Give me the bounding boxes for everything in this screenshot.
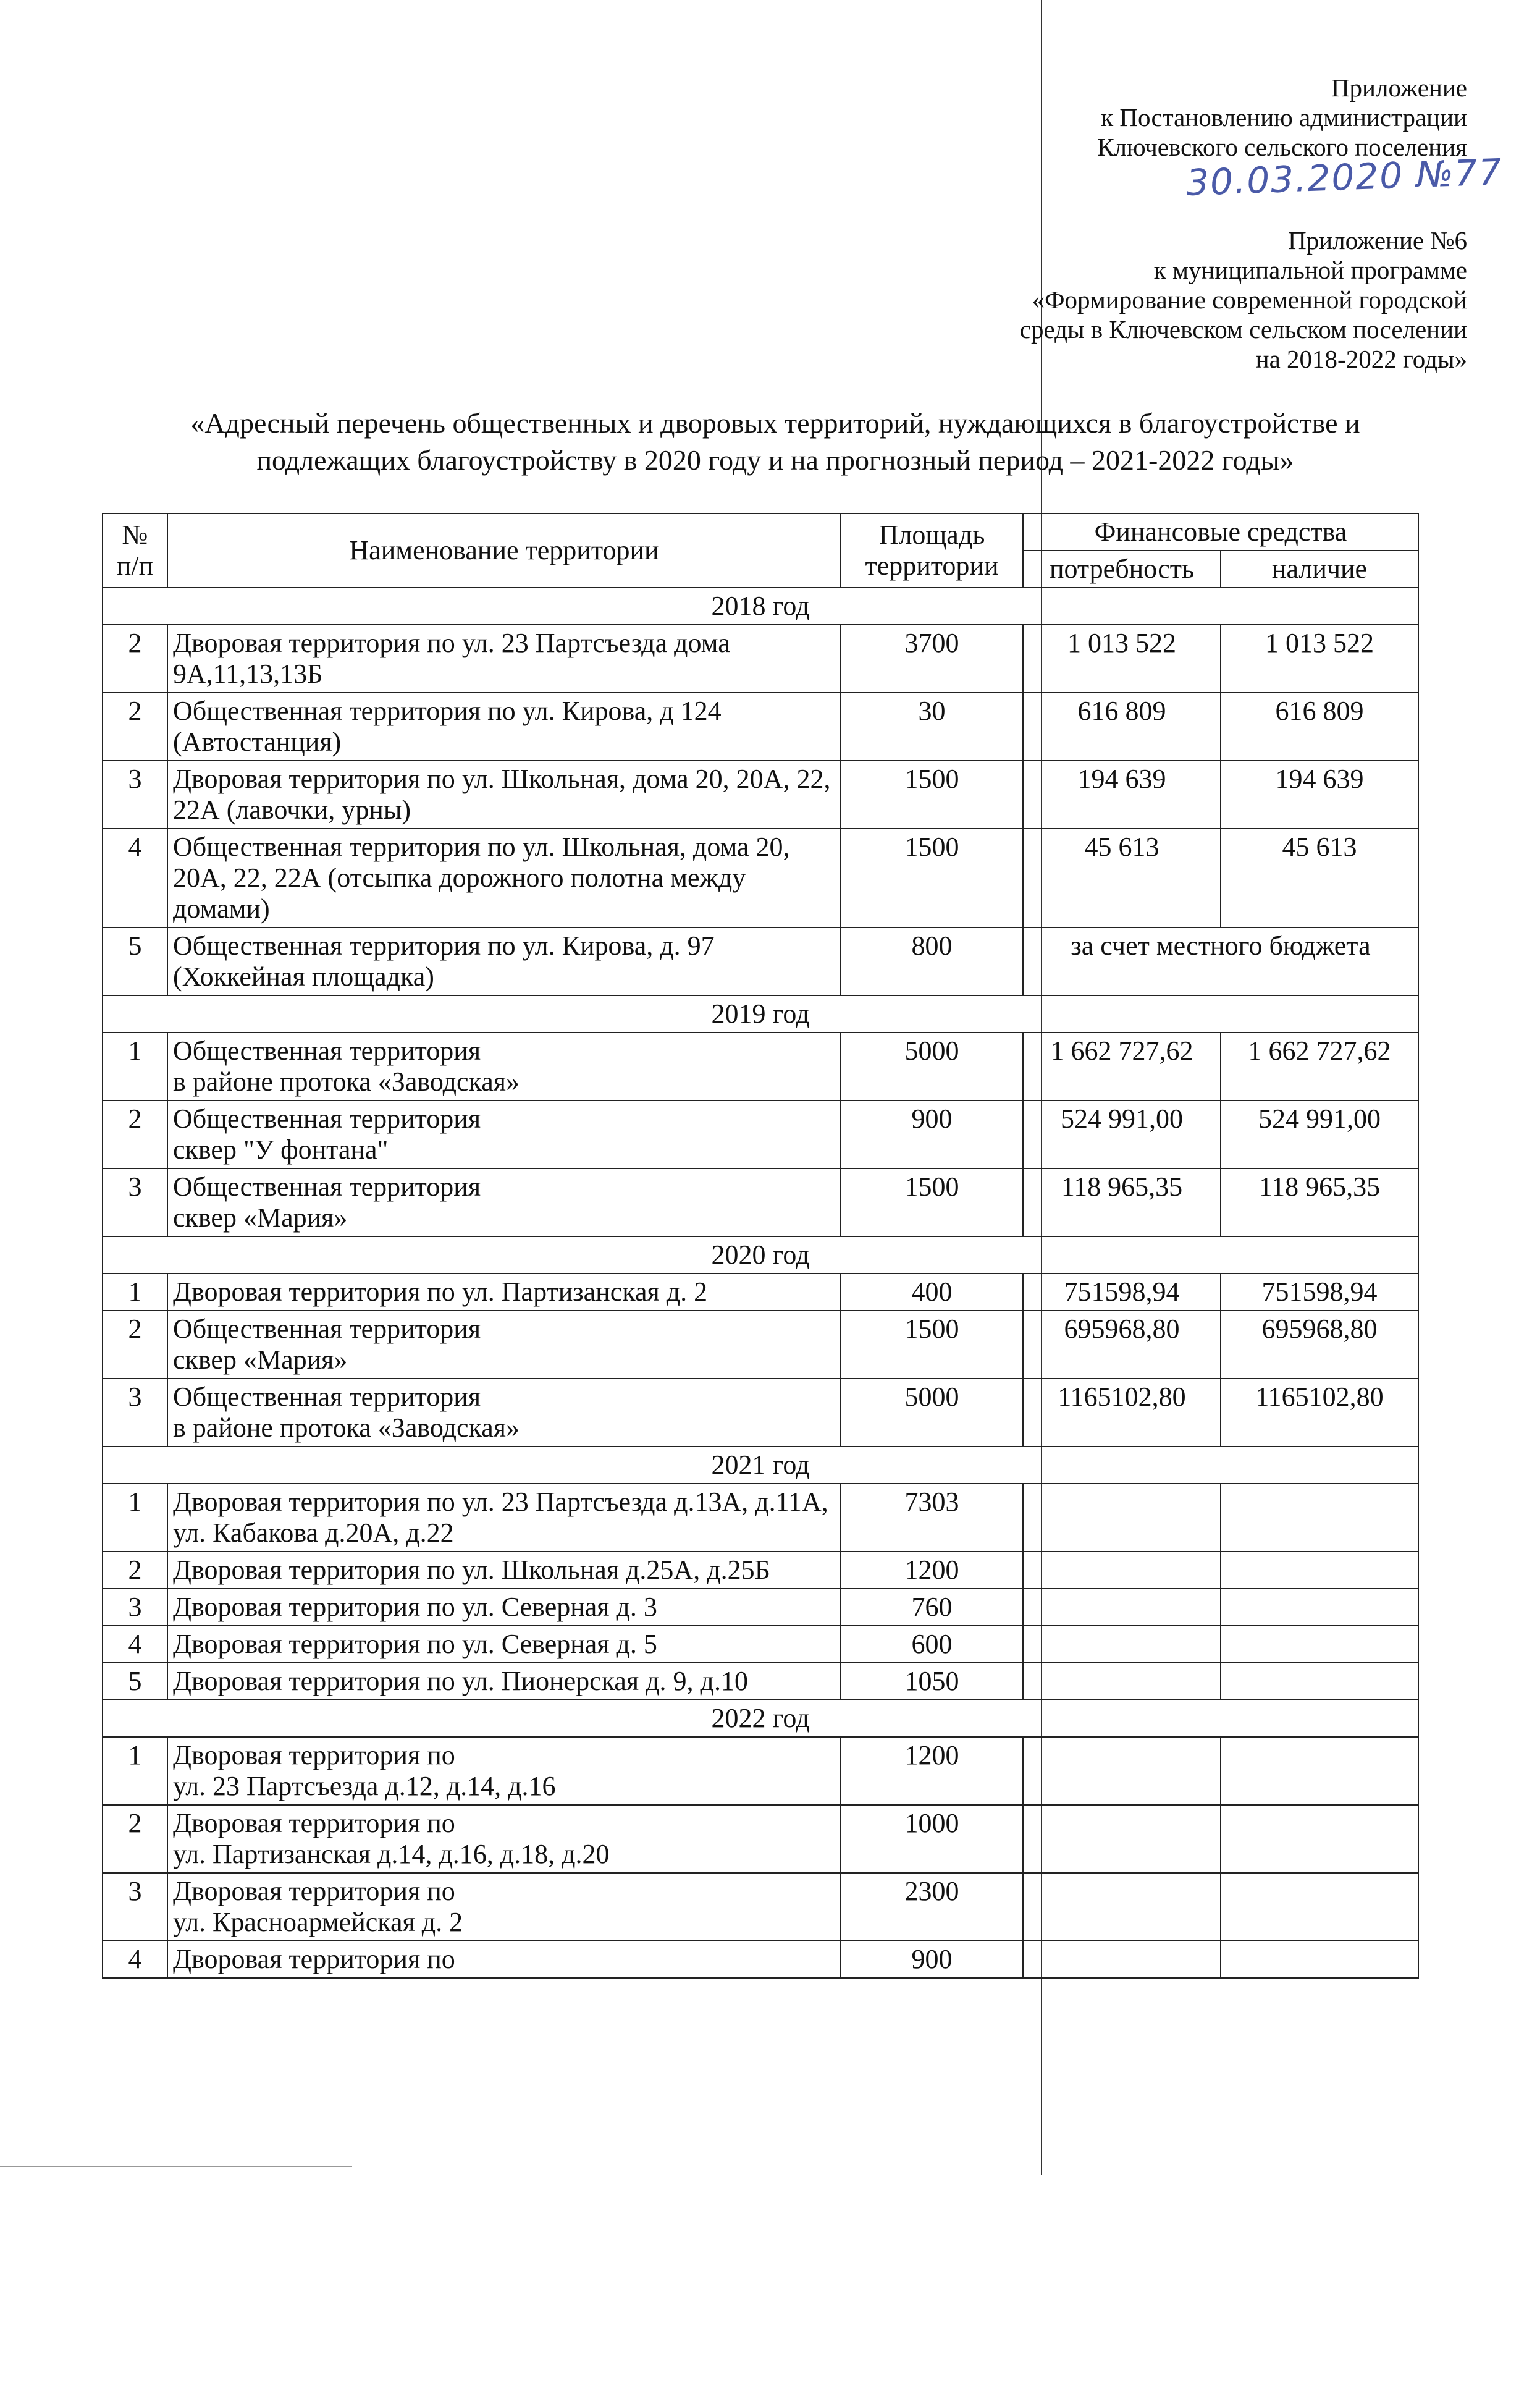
- cell-need: 616 809: [1023, 693, 1221, 761]
- cell-num: 3: [103, 761, 167, 829]
- appendix6-line: на 2018-2022 годы»: [1255, 345, 1467, 373]
- table-header-row: [103, 513, 1418, 551]
- cell-need: [1023, 1626, 1221, 1663]
- cell-need: [1023, 1941, 1221, 1978]
- cell-name: [167, 1805, 841, 1873]
- cell-name-line: Общественная территория: [173, 1036, 481, 1066]
- cell-name-line: Дворовая территория по: [173, 1740, 455, 1770]
- cell-area: 1500: [841, 1311, 1023, 1379]
- cell-need: 45 613: [1023, 829, 1221, 927]
- cell-name-line: Дворовая территория по ул. Партизанская д. 2: [173, 1277, 708, 1307]
- cell-name: Дворовая территория по ул. 23 Партсъезда дома 9А,11,13,13Б: [167, 625, 841, 693]
- table-row: [103, 927, 1418, 995]
- table-row: [103, 1737, 1418, 1805]
- cell-num: 4: [103, 1941, 167, 1978]
- cell-num: 4: [103, 1626, 167, 1663]
- header-have: наличие: [1221, 551, 1418, 588]
- cell-num: 1: [103, 1033, 167, 1100]
- cell-num: 3: [103, 1379, 167, 1447]
- cell-num: 2: [103, 1311, 167, 1379]
- cell-area: 1200: [841, 1552, 1023, 1589]
- cell-name: Дворовая территория по ул. Школьная, дома 20, 20А, 22, 22А (лавочки, урны): [167, 761, 841, 829]
- cell-need: [1023, 1552, 1221, 1589]
- table-row: [103, 761, 1418, 829]
- cell-name-line: Дворовая территория по: [173, 1876, 455, 1906]
- cell-area: 1500: [841, 829, 1023, 927]
- cell-have: [1221, 1663, 1418, 1700]
- cell-have: 194 639: [1221, 761, 1418, 829]
- table-row: [103, 1626, 1418, 1663]
- year-label: 2022 год: [103, 1700, 1418, 1737]
- cell-num: 3: [103, 1168, 167, 1236]
- cell-name-line: в районе протока «Заводская»: [173, 1067, 520, 1097]
- header-name: Наименование территории: [167, 513, 841, 588]
- cell-have: [1221, 1941, 1418, 1978]
- cell-name-line: ул. 23 Партсъезда д.12, д.14, д.16: [173, 1771, 556, 1801]
- header-finance: Финансовые средства: [1023, 513, 1418, 551]
- cell-area: 2300: [841, 1873, 1023, 1941]
- cell-have: 45 613: [1221, 829, 1418, 927]
- appendix-line: Приложение: [1331, 74, 1467, 102]
- year-row: [103, 588, 1418, 625]
- table-row: [103, 1484, 1418, 1552]
- cell-need: 1 013 522: [1023, 625, 1221, 693]
- cell-num: 5: [103, 927, 167, 995]
- table-row: [103, 1589, 1418, 1626]
- cell-area: 1050: [841, 1663, 1023, 1700]
- cell-need: [1023, 1737, 1221, 1805]
- table-row: [103, 1552, 1418, 1589]
- cell-name: Дворовая территория по ул. Школьная д.25А, д.25Б: [167, 1552, 841, 1589]
- appendix6-line: среды в Ключевском сельском поселении: [1019, 315, 1467, 344]
- cell-have: [1221, 1737, 1418, 1805]
- cell-num: 1: [103, 1737, 167, 1805]
- cell-name-line: ул. Партизанская д.14, д.16, д.18, д.20: [173, 1839, 610, 1869]
- cell-num: 2: [103, 1552, 167, 1589]
- cell-num: 5: [103, 1663, 167, 1700]
- appendix-header: [1097, 73, 1467, 162]
- year-row: [103, 995, 1418, 1033]
- cell-have: 118 965,35: [1221, 1168, 1418, 1236]
- cell-area: 5000: [841, 1379, 1023, 1447]
- cell-have: [1221, 1484, 1418, 1552]
- cell-area: 760: [841, 1589, 1023, 1626]
- cell-have: 1 013 522: [1221, 625, 1418, 693]
- cell-have: [1221, 1589, 1418, 1626]
- appendix6-line: к муниципальной программе: [1153, 256, 1467, 284]
- cell-area: 5000: [841, 1033, 1023, 1100]
- cell-area: 900: [841, 1941, 1023, 1978]
- cell-have: 695968,80: [1221, 1311, 1418, 1379]
- cell-num: 1: [103, 1484, 167, 1552]
- header-need: потребность: [1023, 551, 1221, 588]
- year-row: [103, 1447, 1418, 1484]
- cell-need: [1023, 1805, 1221, 1873]
- cell-need: 751598,94: [1023, 1274, 1221, 1311]
- title-line: «Адресный перечень общественных и дворовых территорий, нуждающихся в благоустройстве и: [190, 407, 1360, 439]
- cell-have: 1165102,80: [1221, 1379, 1418, 1447]
- cell-have: [1221, 1873, 1418, 1941]
- table-row: [103, 1379, 1418, 1447]
- handwritten-date-number: 30.03.2020 №77: [1185, 151, 1504, 204]
- title-line: подлежащих благоустройству в 2020 году и на прогнозный период – 2021-2022 годы»: [256, 444, 1294, 476]
- cell-have: 616 809: [1221, 693, 1418, 761]
- cell-have: 751598,94: [1221, 1274, 1418, 1311]
- table-row: [103, 693, 1418, 761]
- cell-name: Общественная территория по ул. Школьная, дома 20, 20А, 22, 22А (отсыпка дорожного полотна между домами): [167, 829, 841, 927]
- cell-area: 400: [841, 1274, 1023, 1311]
- cell-have: [1221, 1626, 1418, 1663]
- cell-need: 1 662 727,62: [1023, 1033, 1221, 1100]
- cell-need: [1023, 1589, 1221, 1626]
- cell-name-line: Общественная территория: [173, 1382, 481, 1412]
- cell-area: 1200: [841, 1737, 1023, 1805]
- cell-name: Дворовая территория по ул. Северная д. 5: [167, 1626, 841, 1663]
- cell-num: 2: [103, 625, 167, 693]
- appendix6-line: «Формирование современной городской: [1032, 285, 1467, 314]
- cell-name: [167, 1100, 841, 1168]
- cell-name-line: ул. Красноармейская д. 2: [173, 1907, 463, 1937]
- cell-have: [1221, 1805, 1418, 1873]
- cell-name: [167, 1168, 841, 1236]
- table-row: [103, 1100, 1418, 1168]
- appendix-line: к Постановлению администрации: [1101, 103, 1467, 132]
- cell-need: [1023, 1873, 1221, 1941]
- territory-table: [102, 513, 1419, 1979]
- cell-area: 900: [841, 1100, 1023, 1168]
- cell-num: 1: [103, 1274, 167, 1311]
- cell-num: 3: [103, 1589, 167, 1626]
- cell-num: 2: [103, 693, 167, 761]
- cell-name: [167, 1379, 841, 1447]
- cell-name-line: Общественная территория: [173, 1172, 481, 1202]
- table-row: [103, 1805, 1418, 1873]
- year-label: 2018 год: [103, 588, 1418, 625]
- table-row: [103, 1168, 1418, 1236]
- cell-name: [167, 1737, 841, 1805]
- cell-need: 118 965,35: [1023, 1168, 1221, 1236]
- year-row: [103, 1700, 1418, 1737]
- cell-need: 524 991,00: [1023, 1100, 1221, 1168]
- cell-name-line: Общественная территория: [173, 1314, 481, 1344]
- header-area: Площадь территории: [841, 513, 1023, 588]
- cell-funding-note: за счет местного бюджета: [1023, 927, 1418, 995]
- cell-name: Дворовая территория по ул. 23 Партсъезда д.13А, д.11А, ул. Кабакова д.20А, д.22: [167, 1484, 841, 1552]
- table-row: [103, 1663, 1418, 1700]
- cell-name-line: сквер «Мария»: [173, 1345, 348, 1375]
- cell-need: [1023, 1484, 1221, 1552]
- table-row: [103, 1033, 1418, 1100]
- appendix6-header: [1020, 226, 1467, 374]
- cell-area: 600: [841, 1626, 1023, 1663]
- cell-area: 1500: [841, 1168, 1023, 1236]
- cell-name-line: Дворовая территория по: [173, 1944, 455, 1974]
- cell-have: 1 662 727,62: [1221, 1033, 1418, 1100]
- year-label: 2021 год: [103, 1447, 1418, 1484]
- cell-area: 30: [841, 693, 1023, 761]
- table-row: [103, 1941, 1418, 1978]
- cell-need: 695968,80: [1023, 1311, 1221, 1379]
- cell-area: 800: [841, 927, 1023, 995]
- cell-name: [167, 1941, 841, 1978]
- cell-have: [1221, 1552, 1418, 1589]
- appendix6-line: Приложение №6: [1288, 226, 1467, 255]
- cell-name: [167, 1873, 841, 1941]
- table-row: [103, 1311, 1418, 1379]
- table-row: [103, 1274, 1418, 1311]
- scan-edge-line: [0, 2166, 352, 2167]
- cell-name: Дворовая территория по ул. Пионерская д. 9, д.10: [167, 1663, 841, 1700]
- table-row: [103, 829, 1418, 927]
- year-label: 2019 год: [103, 995, 1418, 1033]
- cell-area: 7303: [841, 1484, 1023, 1552]
- cell-need: 1165102,80: [1023, 1379, 1221, 1447]
- cell-name: Дворовая территория по ул. Северная д. 3: [167, 1589, 841, 1626]
- cell-num: 2: [103, 1100, 167, 1168]
- cell-name: [167, 1311, 841, 1379]
- cell-name-line: в районе протока «Заводская»: [173, 1413, 520, 1443]
- header-num: № п/п: [103, 513, 167, 588]
- cell-num: 3: [103, 1873, 167, 1941]
- table-row: [103, 1873, 1418, 1941]
- cell-name-line: Общественная территория: [173, 1104, 481, 1134]
- cell-need: [1023, 1663, 1221, 1700]
- cell-name: [167, 1033, 841, 1100]
- cell-have: 524 991,00: [1221, 1100, 1418, 1168]
- cell-name: Общественная территория по ул. Кирова, д. 97 (Хоккейная площадка): [167, 927, 841, 995]
- cell-name: [167, 1274, 841, 1311]
- table-row: [103, 625, 1418, 693]
- cell-area: 3700: [841, 625, 1023, 693]
- cell-num: 4: [103, 829, 167, 927]
- document-title: [93, 405, 1458, 479]
- appendix-line: Ключевского сельского поселения: [1097, 133, 1467, 161]
- cell-need: 194 639: [1023, 761, 1221, 829]
- year-row: [103, 1236, 1418, 1274]
- year-label: 2020 год: [103, 1236, 1418, 1274]
- cell-name-line: сквер «Мария»: [173, 1202, 348, 1233]
- cell-num: 2: [103, 1805, 167, 1873]
- cell-name-line: сквер "У фонтана": [173, 1134, 389, 1165]
- cell-name-line: Дворовая территория по: [173, 1808, 455, 1838]
- cell-area: 1500: [841, 761, 1023, 829]
- cell-name: Общественная территория по ул. Кирова, д 124 (Автостанция): [167, 693, 841, 761]
- cell-area: 1000: [841, 1805, 1023, 1873]
